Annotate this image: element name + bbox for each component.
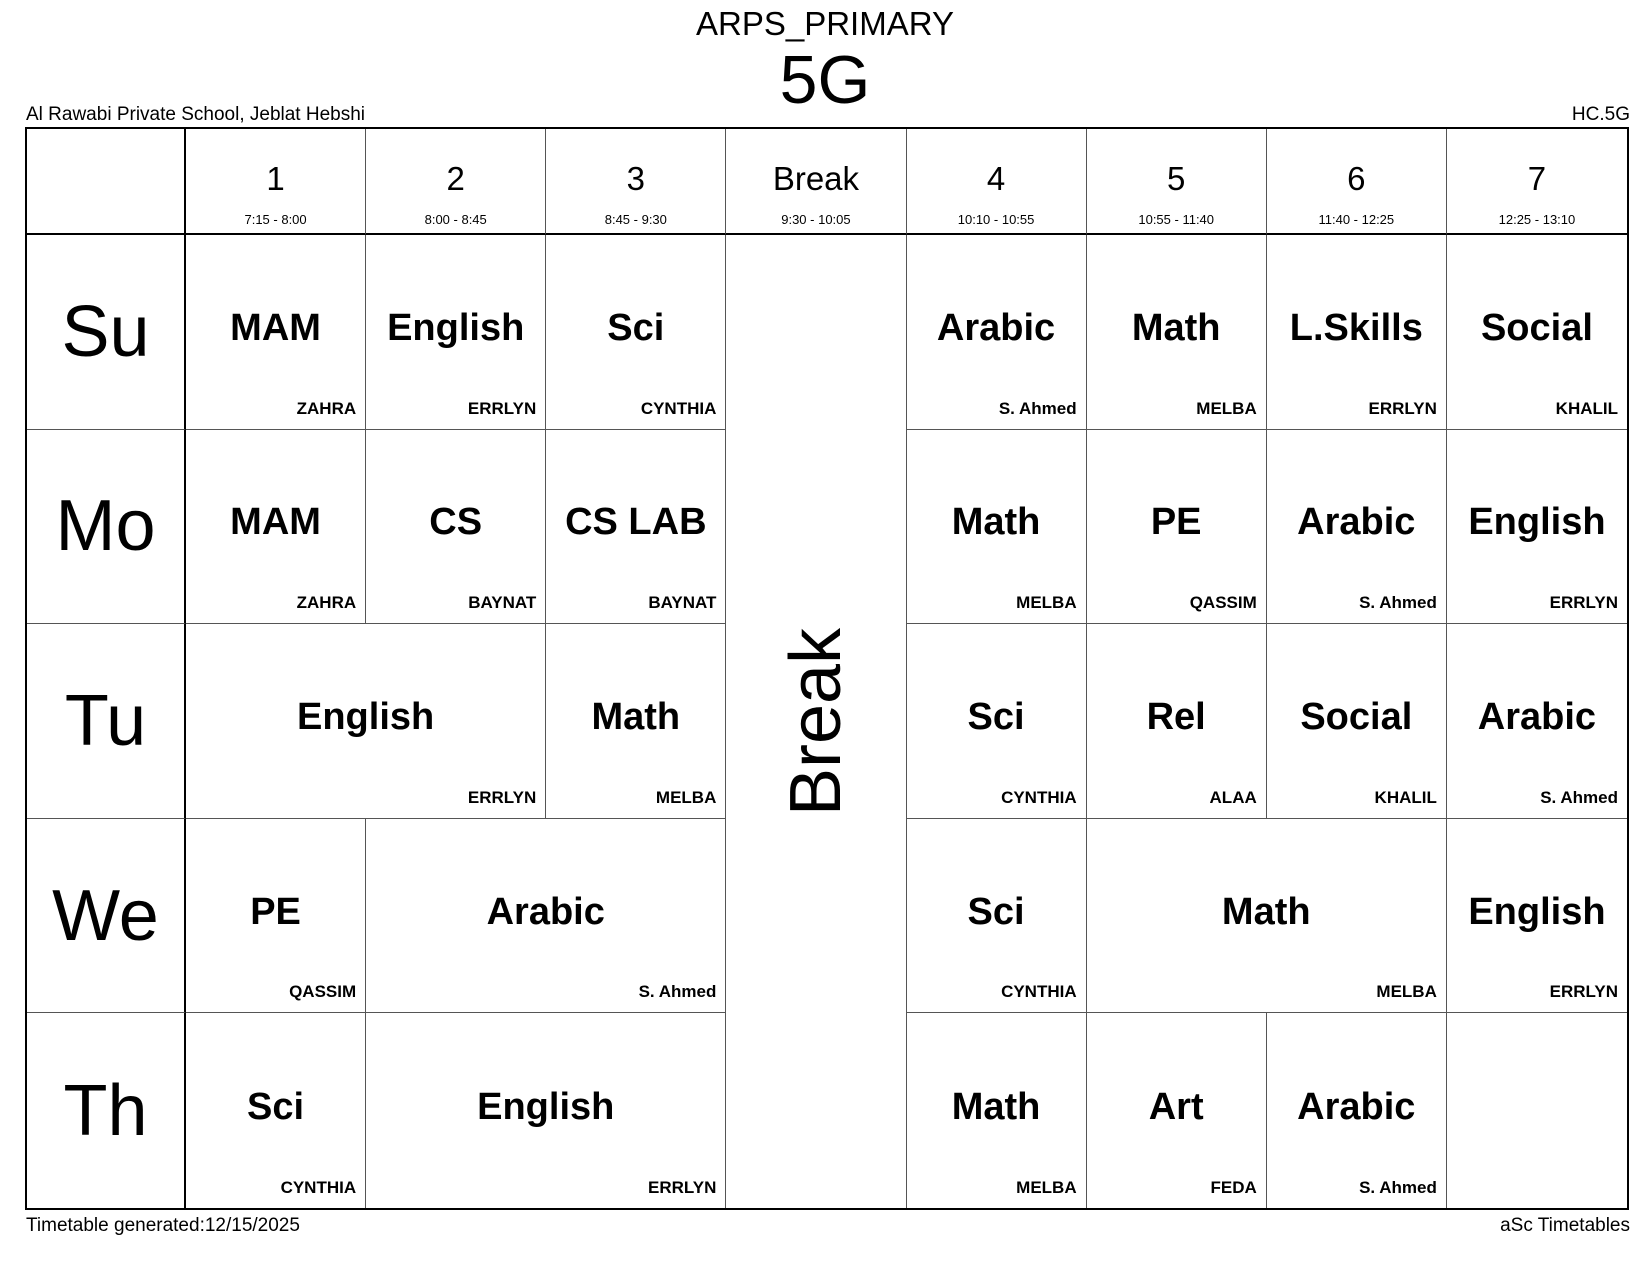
period-time: 10:55 - 11:40 bbox=[1138, 212, 1215, 227]
lesson-cell[interactable] bbox=[907, 1013, 1087, 1208]
period-header-2 bbox=[366, 129, 546, 235]
lesson-teacher: S. Ahmed bbox=[1359, 593, 1437, 613]
lesson-cell[interactable] bbox=[186, 819, 366, 1014]
lesson-subject: English bbox=[387, 306, 525, 349]
lesson-subject: Math bbox=[591, 695, 681, 738]
school-name: Al Rawabi Private School, Jeblat Hebshi bbox=[26, 104, 366, 125]
break-label: Break bbox=[775, 627, 856, 816]
lesson-cell[interactable] bbox=[1087, 430, 1267, 625]
lesson-subject: CS LAB bbox=[565, 501, 707, 544]
period-label: Break bbox=[772, 160, 860, 197]
lesson-cell[interactable] bbox=[186, 235, 366, 430]
lesson-teacher: CYNTHIA bbox=[280, 1178, 357, 1197]
lesson-subject: Art bbox=[1148, 1085, 1204, 1128]
lesson-teacher: S. Ahmed bbox=[638, 982, 717, 1002]
lesson-cell[interactable] bbox=[1267, 235, 1447, 430]
lesson-cell[interactable] bbox=[907, 624, 1087, 819]
lesson-subject: Arabic bbox=[486, 890, 605, 933]
lesson-cell[interactable] bbox=[546, 430, 726, 625]
period-time: 9:30 - 10:05 bbox=[781, 212, 851, 227]
break-column bbox=[726, 235, 906, 1208]
period-time: 8:45 - 9:30 bbox=[604, 212, 667, 227]
lesson-subject: Math bbox=[1131, 306, 1221, 349]
period-header-1 bbox=[186, 129, 366, 235]
lesson-subject: CS bbox=[429, 501, 483, 544]
lesson-subject: Arabic bbox=[1477, 695, 1597, 738]
class-name: 5G bbox=[779, 42, 871, 118]
period-label: 7 bbox=[1527, 160, 1547, 197]
lesson-teacher: ERRLYN bbox=[1549, 982, 1618, 1002]
lesson-subject: English bbox=[1468, 501, 1606, 544]
lesson-teacher: ZAHRA bbox=[296, 398, 357, 418]
lesson-subject: MAM bbox=[230, 306, 321, 349]
period-header-7 bbox=[1447, 129, 1627, 235]
generated-date: Timetable generated:12/15/2025 bbox=[26, 1215, 300, 1236]
period-label: 1 bbox=[266, 160, 285, 197]
period-header-6 bbox=[1267, 129, 1447, 235]
lesson-cell[interactable] bbox=[1267, 430, 1447, 625]
lesson-teacher: MELBA bbox=[1016, 593, 1077, 613]
lesson-cell[interactable] bbox=[1087, 819, 1447, 1014]
lesson-teacher: MELBA bbox=[1196, 398, 1257, 418]
lesson-cell[interactable] bbox=[186, 430, 366, 625]
lesson-cell[interactable] bbox=[1447, 430, 1627, 625]
period-time: 10:10 - 10:55 bbox=[957, 212, 1035, 227]
lesson-cell[interactable] bbox=[1087, 235, 1267, 430]
period-time: 11:40 - 12:25 bbox=[1318, 212, 1395, 227]
day-mo bbox=[27, 430, 186, 625]
lesson-cell[interactable] bbox=[186, 624, 546, 819]
lesson-subject: L.Skills bbox=[1289, 306, 1423, 349]
period-header-3 bbox=[546, 129, 726, 235]
day-tu bbox=[27, 624, 186, 819]
lesson-teacher: QASSIM bbox=[289, 982, 357, 1002]
lesson-teacher: MELBA bbox=[1016, 1178, 1077, 1197]
lesson-teacher: FEDA bbox=[1210, 1178, 1257, 1197]
lesson-cell[interactable] bbox=[1087, 1013, 1267, 1208]
lesson-teacher: ALAA bbox=[1209, 787, 1257, 807]
period-label: 5 bbox=[1167, 160, 1186, 197]
lesson-subject: Arabic bbox=[1297, 501, 1416, 544]
lesson-subject: Sci bbox=[607, 306, 665, 349]
lesson-cell[interactable] bbox=[366, 1013, 726, 1208]
lesson-subject: Arabic bbox=[1297, 1085, 1416, 1128]
lesson-subject: Math bbox=[951, 501, 1041, 544]
lesson-subject: English bbox=[297, 695, 435, 738]
period-header-break bbox=[726, 129, 906, 235]
lesson-teacher: BAYNAT bbox=[468, 593, 537, 613]
lesson-teacher: S. Ahmed bbox=[1359, 1178, 1437, 1197]
day-label: Tu bbox=[64, 680, 147, 761]
lesson-teacher: BAYNAT bbox=[648, 593, 717, 613]
lesson-cell[interactable] bbox=[186, 1013, 366, 1208]
lesson-subject: English bbox=[1468, 890, 1606, 933]
period-time: 12:25 - 13:10 bbox=[1498, 212, 1576, 227]
lesson-cell[interactable] bbox=[366, 430, 546, 625]
corner-cell bbox=[27, 129, 186, 235]
lesson-cell[interactable] bbox=[1267, 1013, 1447, 1208]
lesson-cell[interactable] bbox=[907, 430, 1087, 625]
lesson-teacher: ERRLYN bbox=[648, 1178, 717, 1197]
timetable-grid bbox=[25, 127, 1629, 1210]
day-label: Mo bbox=[55, 486, 156, 567]
lesson-teacher: MELBA bbox=[1376, 982, 1437, 1002]
lesson-teacher: MELBA bbox=[655, 787, 717, 807]
lesson-teacher: ERRLYN bbox=[1549, 593, 1618, 613]
day-label: We bbox=[52, 875, 159, 956]
lesson-teacher: QASSIM bbox=[1189, 593, 1257, 613]
lesson-subject: Rel bbox=[1146, 695, 1206, 738]
day-su bbox=[27, 235, 186, 430]
period-label: 2 bbox=[446, 160, 465, 197]
lesson-subject: Social bbox=[1480, 306, 1593, 349]
lesson-cell[interactable] bbox=[1087, 624, 1267, 819]
lesson-cell[interactable] bbox=[907, 235, 1087, 430]
lesson-cell[interactable] bbox=[1447, 819, 1627, 1014]
period-time: 8:00 - 8:45 bbox=[424, 212, 487, 227]
lesson-subject: English bbox=[477, 1085, 615, 1128]
lesson-cell[interactable] bbox=[1267, 624, 1447, 819]
lesson-subject: Sci bbox=[967, 695, 1025, 738]
lesson-subject: Social bbox=[1300, 695, 1413, 738]
lesson-teacher: KHALIL bbox=[1374, 787, 1437, 807]
lesson-subject: MAM bbox=[230, 501, 321, 544]
empty-cell bbox=[1447, 1013, 1627, 1208]
lesson-cell[interactable] bbox=[1447, 624, 1627, 819]
lesson-teacher: ZAHRA bbox=[296, 593, 357, 613]
lesson-cell[interactable] bbox=[1447, 235, 1627, 430]
lesson-teacher: KHALIL bbox=[1555, 398, 1618, 418]
lesson-subject: Math bbox=[1221, 890, 1311, 933]
period-time: 7:15 - 8:00 bbox=[244, 212, 307, 227]
lesson-teacher: ERRLYN bbox=[1368, 398, 1437, 418]
period-label: 6 bbox=[1347, 160, 1366, 197]
day-th bbox=[27, 1013, 186, 1208]
lesson-cell[interactable] bbox=[366, 235, 546, 430]
lesson-subject: Sci bbox=[967, 890, 1025, 933]
software-credit: aSc Timetables bbox=[1500, 1215, 1630, 1236]
lesson-teacher: ERRLYN bbox=[467, 398, 537, 418]
lesson-teacher: S. Ahmed bbox=[1540, 787, 1618, 807]
lesson-subject: Sci bbox=[247, 1085, 305, 1128]
lesson-teacher: CYNTHIA bbox=[640, 398, 717, 418]
day-we bbox=[27, 819, 186, 1014]
period-header-5 bbox=[1087, 129, 1267, 235]
period-label: 4 bbox=[986, 160, 1006, 197]
lesson-teacher: CYNTHIA bbox=[1001, 982, 1077, 1002]
class-code: HC.5G bbox=[1571, 104, 1630, 125]
lesson-teacher: CYNTHIA bbox=[1001, 787, 1077, 807]
lesson-subject: Math bbox=[951, 1085, 1041, 1128]
lesson-cell[interactable] bbox=[366, 819, 726, 1014]
lesson-teacher: S. Ahmed bbox=[998, 398, 1077, 418]
period-header-4 bbox=[907, 129, 1087, 235]
day-label: Su bbox=[61, 291, 150, 372]
day-label: Th bbox=[63, 1070, 148, 1151]
lesson-subject: PE bbox=[250, 890, 301, 933]
lesson-teacher: ERRLYN bbox=[467, 787, 537, 807]
period-label: 3 bbox=[626, 160, 645, 197]
lesson-subject: PE bbox=[1150, 501, 1202, 544]
lesson-subject: Arabic bbox=[936, 306, 1056, 349]
timetable-title: ARPS_PRIMARY bbox=[696, 5, 954, 42]
lesson-cell[interactable] bbox=[546, 624, 726, 819]
lesson-cell[interactable] bbox=[546, 235, 726, 430]
lesson-cell[interactable] bbox=[907, 819, 1087, 1014]
